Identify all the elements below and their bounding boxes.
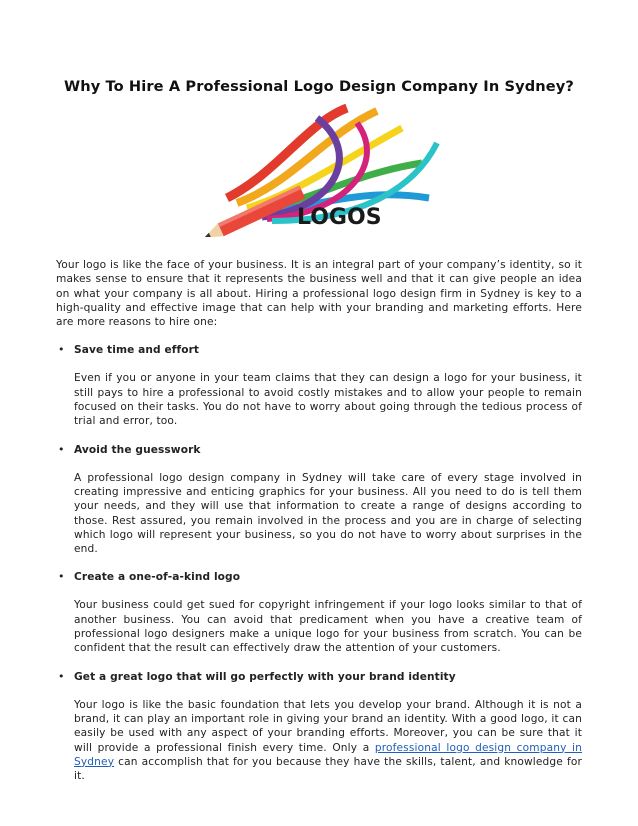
bullet-marker: • [58, 570, 65, 584]
section-heading: Get a great logo that will go perfectly with your brand identity [74, 670, 456, 683]
bullet-marker: • [58, 343, 65, 357]
page-title: Why To Hire A Professional Logo Design Company In Sydney? [64, 78, 574, 95]
paragraph-text: can accomplish that for you because they have the skills, talent, and knowledge for it. [74, 755, 582, 783]
section-heading: Create a one-of-a-kind logo [74, 571, 241, 584]
company-link[interactable]: professional logo design company in Sydney [74, 741, 582, 768]
list-item [56, 570, 582, 655]
section-heading: Avoid the guesswork [74, 443, 201, 456]
logos-wordmark: LOGOS [297, 205, 382, 230]
paragraph-text: Your logo is like the basic foundation that lets you develop your brand. Although it is not a brand, it can play an important role in giving your brand an identity. With a good logo, it can easily be used with any aspect of your branding efforts. Moreover, you can be sure that it will provide a professional finish every time. Only a [74, 698, 582, 754]
section-paragraph: A professional logo design company in Sydney will take care of every stage involved in creating impressive and enticing graphics for your business. All you need to do is tell them your needs, and they will use that information to create a range of designs according to those. Rest assured, you remain involved in the process and you are in charge of selecting which logo will represent your business, so you do not have to worry about surprises in the end. [74, 471, 582, 556]
hero-image [197, 103, 443, 237]
pencil-logo-illustration [197, 103, 443, 237]
article-body [56, 258, 582, 797]
intro-paragraph: Your logo is like the face of your business. It is an integral part of your company’s identity, so it makes sense to ensure that it represents the business well and that it can give people an idea on what your company is all about. Hiring a professional logo design firm in Sydney is key to a high-quality and effective image that can help with your branding and marketing efforts. Here are more reasons to hire one: [56, 259, 582, 329]
bullet-marker: • [58, 442, 65, 456]
section-paragraph [74, 698, 582, 784]
list-item [56, 670, 582, 784]
bullet-marker: • [58, 669, 65, 683]
list-item [56, 343, 582, 428]
list-item [56, 443, 582, 557]
section-paragraph: Your business could get sued for copyright infringement if your logo looks similar to that of another business. You can avoid that predicament when you have a creative team of professional logo designers make a unique logo for your business from scratch. You can be confident that the result can effectively draw the attention of your customers. [74, 599, 582, 655]
section-paragraph: Even if you or anyone in your team claims that they can design a logo for your business, it still pays to hire a professional to avoid costly mistakes and to allow your people to remain focused on their tasks. You do not have to worry about going through the tedious process of trial and error, too. [74, 372, 582, 428]
section-heading: Save time and effort [74, 344, 200, 357]
